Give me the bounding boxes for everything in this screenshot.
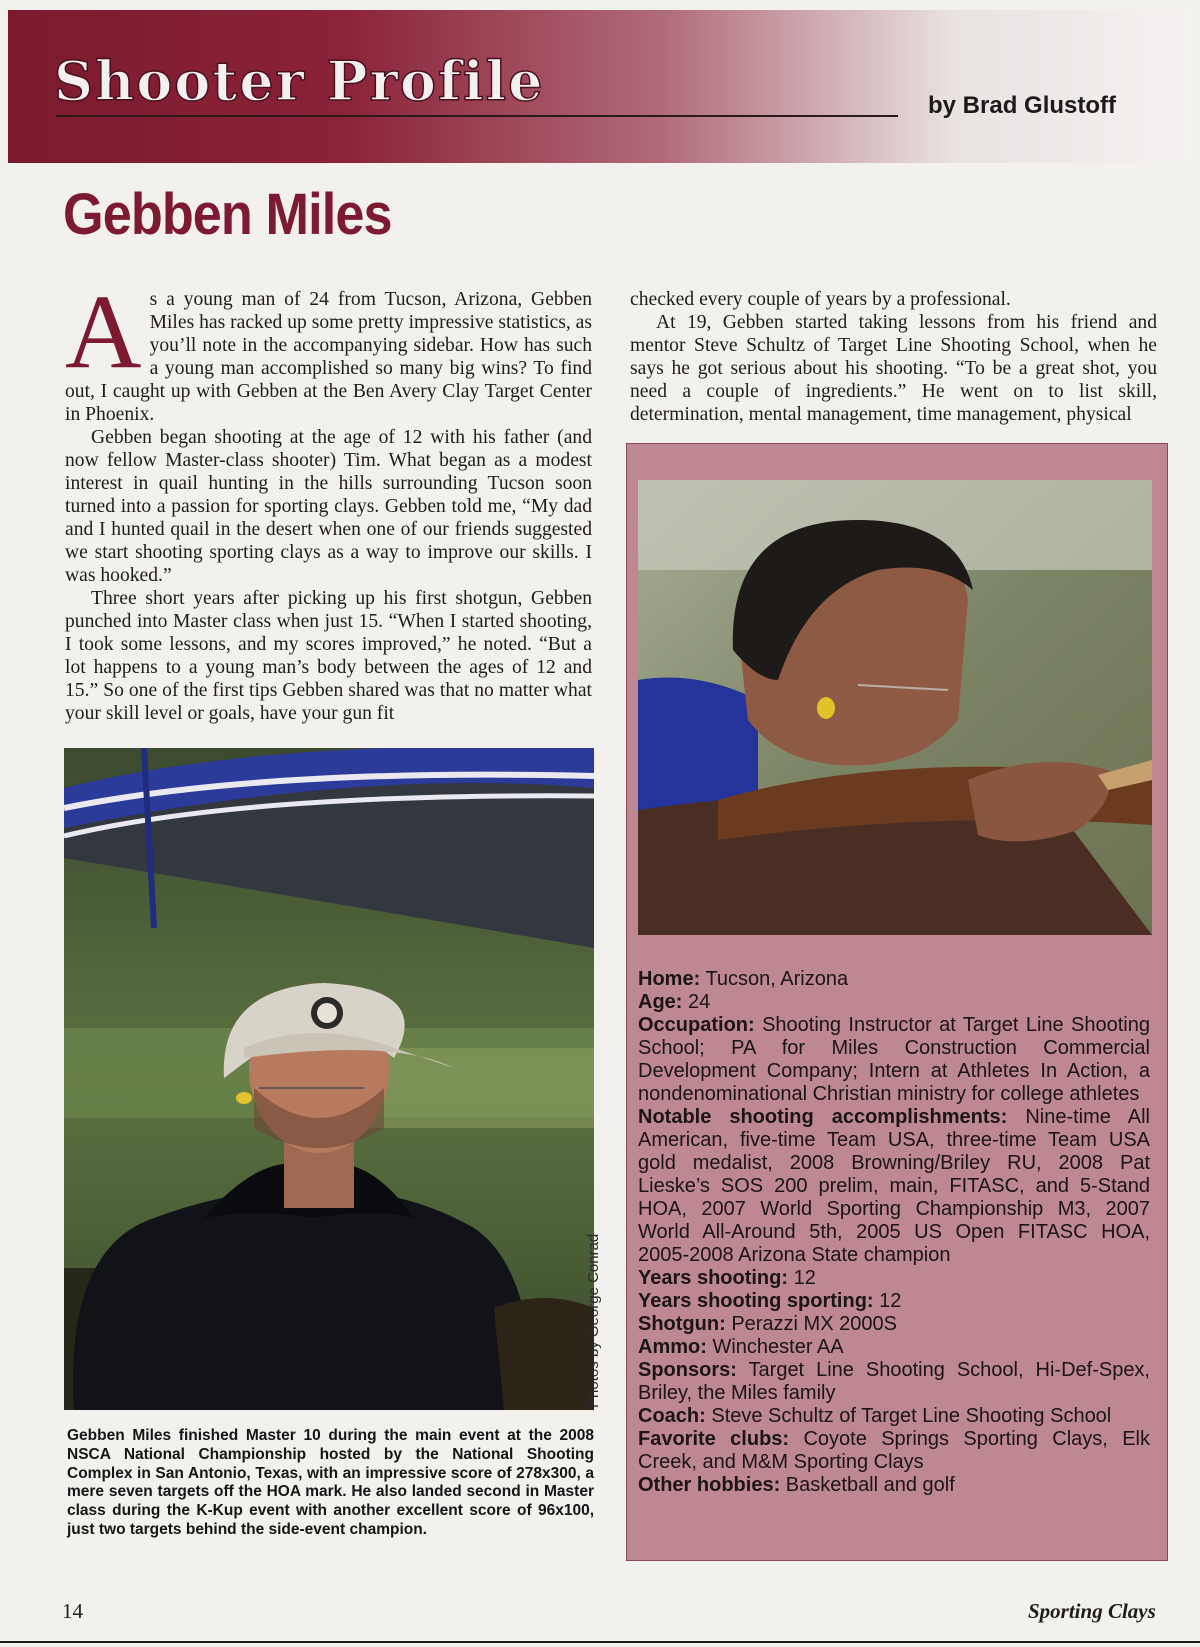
byline: by Brad Glustoff (928, 92, 1117, 119)
fact-accomplishments (638, 1106, 1150, 1267)
fact-label: Coach: (638, 1405, 706, 1427)
article-body-left (65, 273, 592, 725)
photo-caption: Gebben Miles finished Master 10 during the main event at the 2008 NSCA National Championship hosted by the National Shooting Complex in San Antonio, Texas, with an impressive score of 278x300, a mere seven targets off the HOA mark. He also landed second in Master class during the K-Kup event with another excellent score of 96x100, just two targets behind the side-event champion. (67, 1427, 594, 1538)
fact-label: Age: (638, 991, 683, 1013)
photo-credit: Photos by George Conrad (585, 1233, 602, 1408)
fact-value: Tucson, Arizona (705, 968, 849, 990)
banner-rule (56, 115, 898, 117)
drop-cap: A (65, 273, 142, 390)
fact-label: Sponsors: (638, 1359, 737, 1381)
fact-occupation (638, 1014, 1150, 1106)
fact-years-shooting (638, 1267, 1150, 1290)
fact-shotgun (638, 1313, 1150, 1336)
fact-label: Home: (638, 968, 701, 990)
fact-sponsors (638, 1359, 1150, 1405)
fact-value: 24 (688, 991, 711, 1013)
fact-value: Perazzi MX 2000S (731, 1313, 897, 1335)
fact-label: Favorite clubs: (638, 1428, 790, 1450)
fact-label: Years shooting sporting: (638, 1290, 874, 1312)
fact-label: Years shooting: (638, 1267, 789, 1289)
sidebar-facts (638, 968, 1150, 1497)
page-number: 14 (62, 1599, 83, 1623)
bottom-rule (0, 1641, 1200, 1643)
paragraph-1 (65, 273, 592, 426)
fact-value: 12 (879, 1290, 902, 1312)
magazine-title: Sporting Clays (1028, 1599, 1156, 1623)
fact-value: Shooting Instructor at Target Line Shooting School; PA for Miles Construction Commercial Development Company; Intern at Athletes In Action, a nondenominational Christian ministry for college athletes (638, 1014, 1150, 1105)
fact-other-hobbies (638, 1474, 1150, 1497)
fact-label: Other hobbies: (638, 1474, 781, 1496)
fact-value: Target Line Shooting School, Hi-Def-Spex, Briley, the Miles family (638, 1359, 1150, 1404)
photo-aiming-image (638, 480, 1152, 935)
fact-label: Shotgun: (638, 1313, 726, 1335)
fact-label: Ammo: (638, 1336, 707, 1358)
fact-label: Notable shooting accomplishments: (638, 1106, 1008, 1128)
paragraph-1-text: s a young man of 24 from Tucson, Arizona, Gebben Miles has racked up some pretty impressive statistics, as you’ll note in the accompanying sidebar. How has such a young man accomplished so many big wins? To find out, I caught up with Gebben at the Ben Avery Clay Target Center in Phoenix. (65, 289, 592, 425)
photo-portrait (64, 748, 594, 1410)
fact-favorite-clubs (638, 1428, 1150, 1474)
fact-years-sporting (638, 1290, 1150, 1313)
article-headline: Gebben Miles (63, 182, 392, 247)
fact-value: Coyote Springs Sporting Clays, Elk Creek, and M&M Sporting Clays (638, 1428, 1150, 1473)
fact-value: Steve Schultz of Target Line Shooting School (711, 1405, 1112, 1427)
fact-value: 12 (793, 1267, 816, 1289)
photo-aiming (638, 480, 1152, 935)
fact-coach (638, 1405, 1150, 1428)
fact-label: Occupation: (638, 1014, 755, 1036)
fact-home (638, 968, 1150, 991)
fact-value: Nine-time All American, five-time Team USA, three-time Team USA gold medalist, 2008 Browning/Briley RU, 2008 Pat Lieske’s SOS 200 prelim, main, FITASC, and 5-Stand HOA, 2007 World Sporting Championship M3, 2007 World All-Around 5th, 2005 US Open FITASC HOA, 2005-2008 Arizona State champion (638, 1106, 1150, 1266)
fact-value: Winchester AA (712, 1336, 844, 1358)
paragraph-3: Three short years after picking up his first shotgun, Gebben punched into Master class when just 15. “When I started shooting, I took some lessons, and my scores improved,” he noted. “But a lot happens to a young man’s body between the ages of 12 and 15.” So one of the first tips Gebben shared was that no matter what your skill level or goals, have your gun fit (65, 588, 592, 724)
paragraph-2: Gebben began shooting at the age of 12 with his father (and now fellow Master-class shooter) Tim. What began as a modest interest in quail hunting in the hills surrounding Tucson soon turned into a passion for sporting clays. Gebben told me, “My dad and I hunted quail in the desert when one of our friends suggested we start shooting sporting clays as a way to improve our skills. I was hooked.” (65, 427, 592, 586)
paragraph-5: At 19, Gebben started taking lessons from his friend and mentor Steve Schultz of Target Line Shooting School, when he says he got serious about his shooting. “To be a great shot, you need a couple of ingredients.” He went on to list skill, determination, mental management, time management, physical (630, 312, 1157, 425)
paragraph-4: checked every couple of years by a professional. (630, 289, 1011, 310)
section-title: Shooter Profile (54, 49, 545, 113)
photo-portrait-image (64, 748, 594, 1410)
article-body-right (630, 288, 1157, 426)
fact-age (638, 991, 1150, 1014)
fact-value: Basketball and golf (785, 1474, 955, 1496)
fact-ammo (638, 1336, 1150, 1359)
